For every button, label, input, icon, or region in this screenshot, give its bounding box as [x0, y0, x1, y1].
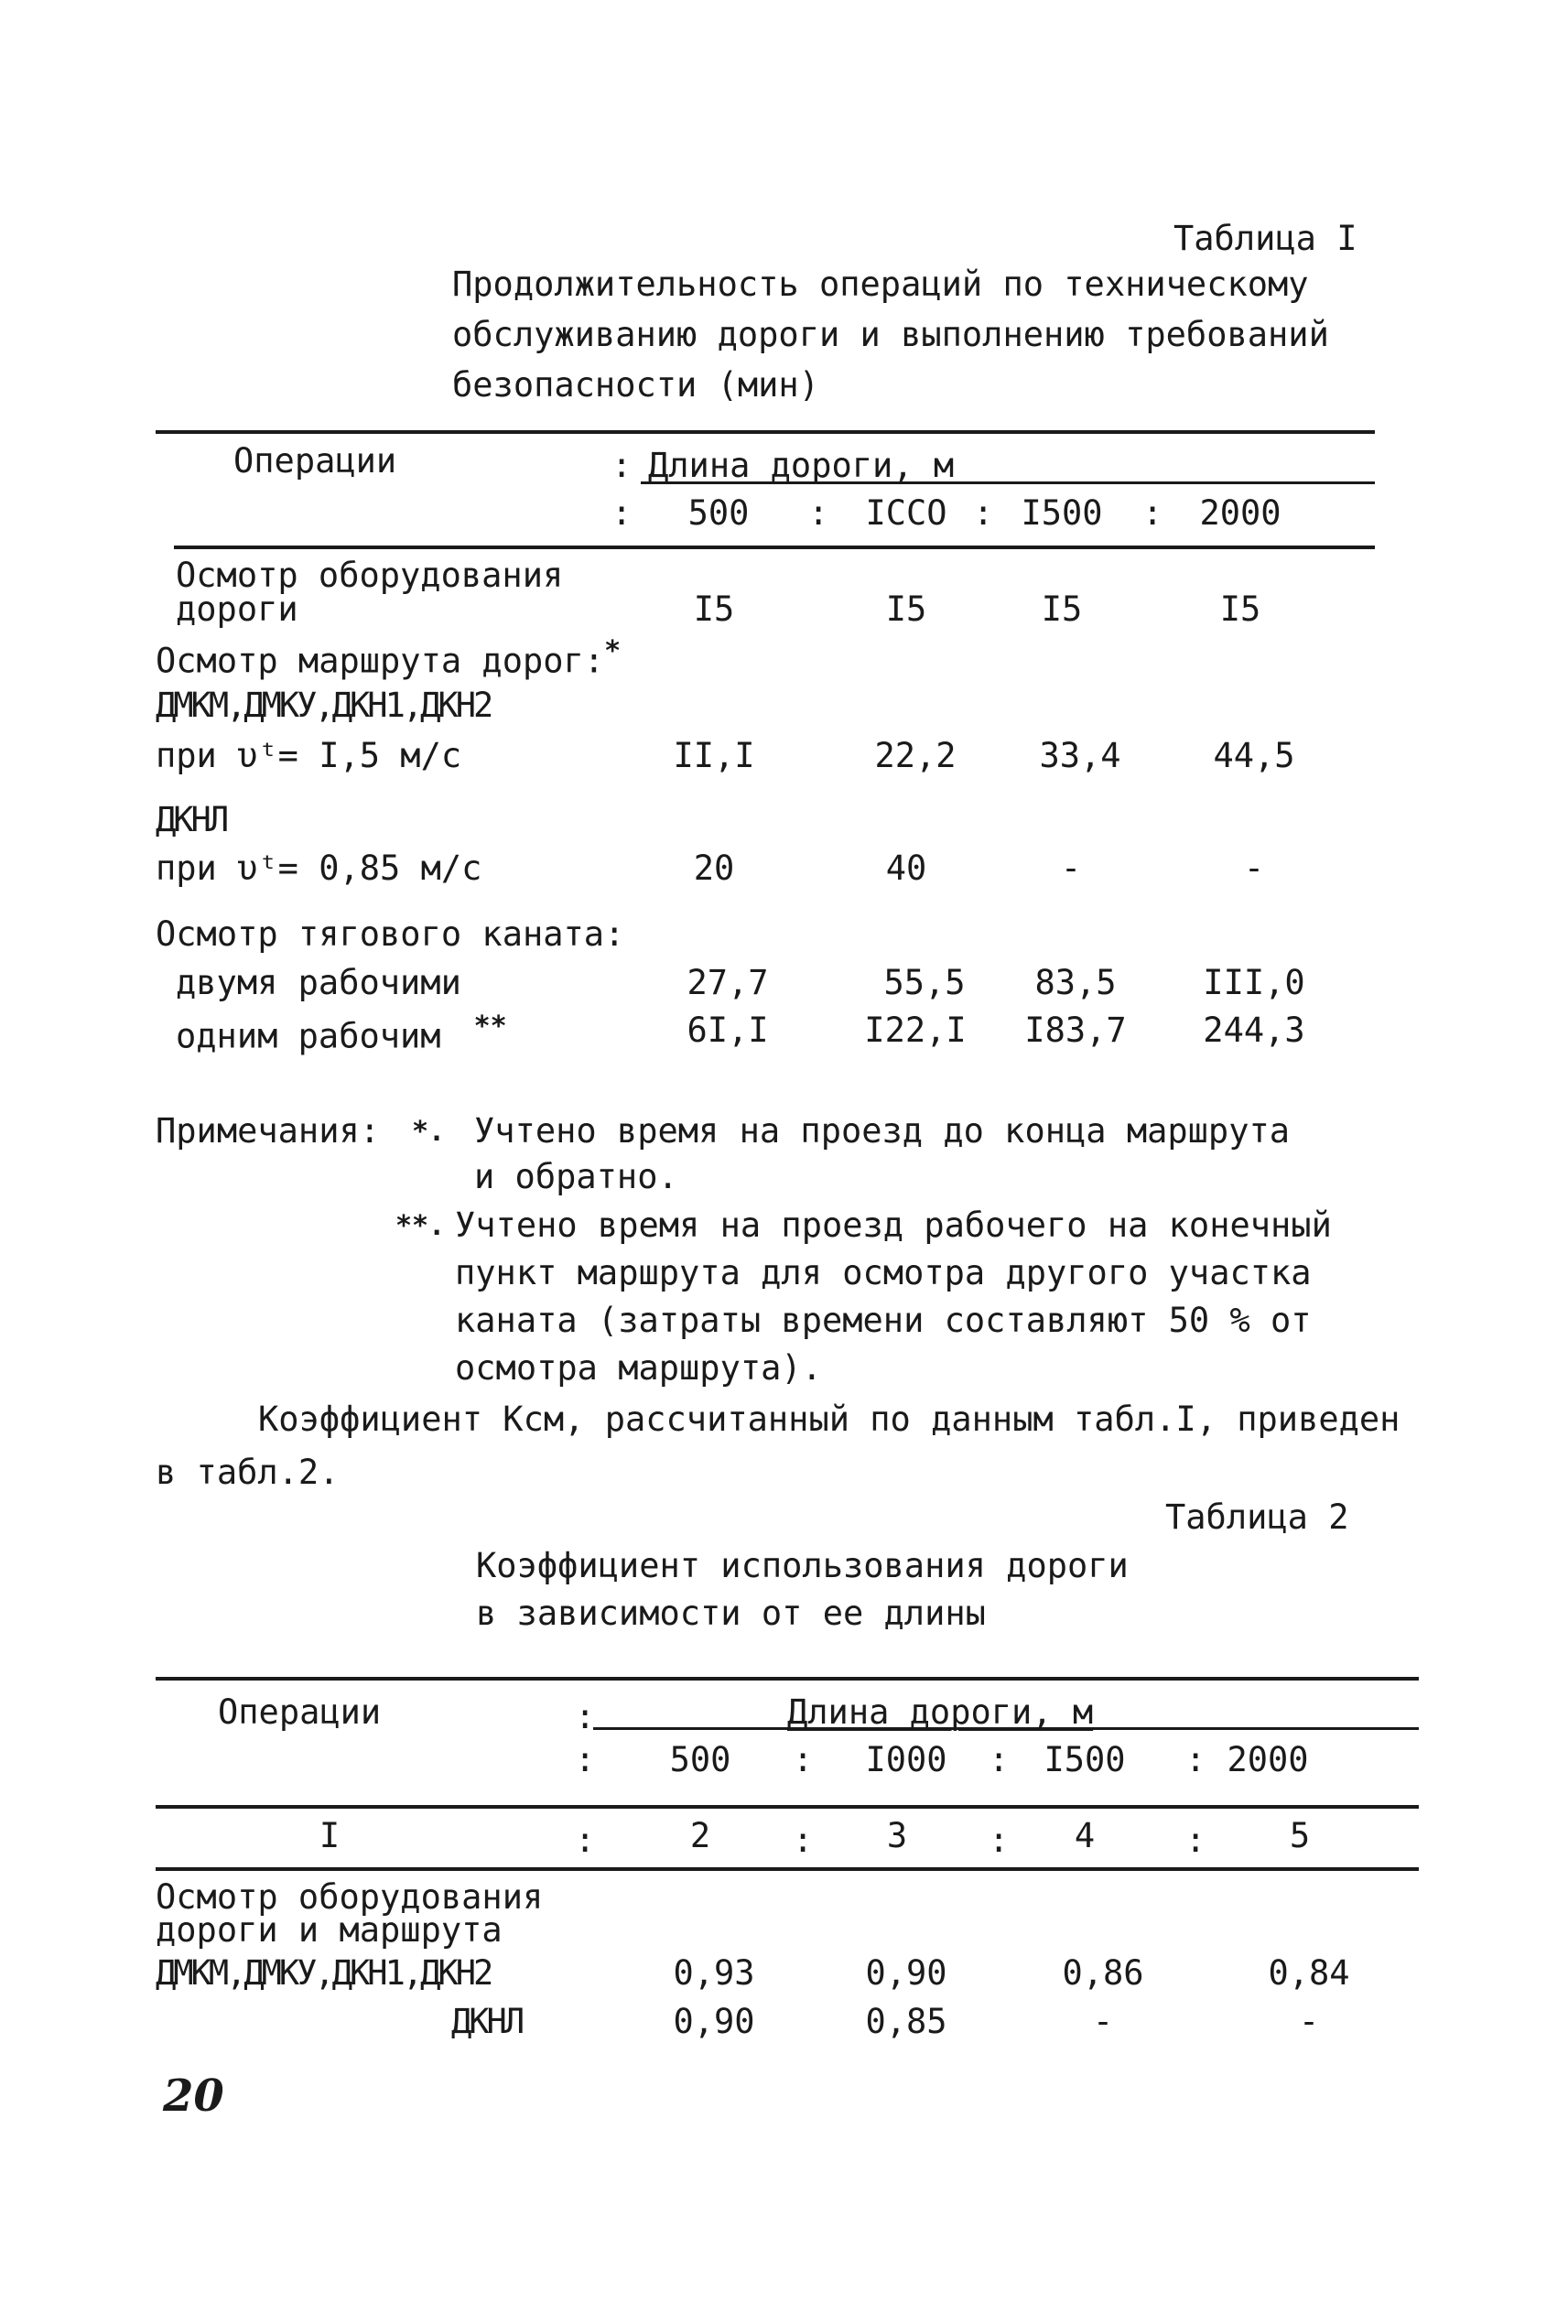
- table1-col-1500: I500: [1021, 493, 1103, 533]
- table1-header-sep: :: [611, 446, 633, 485]
- table2-colnum: 5: [1289, 1816, 1311, 1855]
- footnote-mark: *: [604, 635, 622, 667]
- table2-header-bottom-rule: [156, 1805, 1419, 1809]
- table2-header-group: Длина дороги, м: [787, 1692, 1094, 1732]
- table2-col-500: 500: [669, 1740, 731, 1779]
- table2-cell: -: [1092, 2002, 1114, 2041]
- table1-row-label: Осмотр тягового каната:: [156, 914, 625, 954]
- table2-col-1000: I000: [865, 1740, 947, 1779]
- table1-cell: 22,2: [874, 736, 957, 775]
- table2-colnum: 3: [886, 1816, 908, 1855]
- table1-cell: 44,5: [1213, 736, 1295, 775]
- table2-header-sep: :: [1185, 1740, 1206, 1779]
- note1-text: Учтено время на проезд до конца маршрута: [474, 1111, 1291, 1151]
- table1-header-group: Длина дороги, м: [648, 446, 955, 485]
- table2-cell: 0,90: [673, 2002, 755, 2041]
- table1-cell: III,0: [1203, 963, 1305, 1002]
- table1-caption-line1: Продолжительность операций по техническому: [452, 265, 1309, 304]
- table1-cell: I5: [1219, 589, 1261, 629]
- table1-cell: 6I,I: [687, 1011, 769, 1050]
- table1-header-sep: :: [973, 493, 994, 533]
- table1-cell: -: [1243, 849, 1265, 888]
- table2-row-label: Осмотр оборудования: [156, 1877, 544, 1917]
- table2-header-sep: :: [575, 1740, 596, 1779]
- table2-cell: 0,86: [1062, 1953, 1144, 1993]
- table2-colnum: 4: [1074, 1816, 1096, 1855]
- table2-top-rule: [156, 1677, 1419, 1681]
- table1-cell: 55,5: [883, 963, 966, 1002]
- table1-header-bottom-rule: [174, 546, 1375, 549]
- table2-header-operations: Операции: [218, 1692, 382, 1732]
- table2-colnum-sep: :: [989, 1821, 1010, 1860]
- table1-cell: 27,7: [687, 963, 769, 1002]
- table1-row-label: ДМКМ,ДМКУ,ДКН1,ДКН2: [156, 686, 492, 725]
- table1-cell: 83,5: [1034, 963, 1117, 1002]
- table1-caption-line3: безопасности (мин): [452, 365, 819, 405]
- table1-cell: 244,3: [1203, 1011, 1305, 1050]
- table2-label: Таблица 2: [1165, 1497, 1349, 1537]
- table1-cell: 40: [885, 849, 927, 888]
- table1-cell: II,I: [673, 736, 755, 775]
- table1-row-label: одним рабочим **: [176, 1011, 507, 1056]
- table2-colnum-sep: :: [1185, 1821, 1206, 1860]
- table2-row-label: дороги и маршрута: [156, 1910, 503, 1950]
- notes-title: Примечания:: [156, 1111, 381, 1151]
- table2-row-label: ДКНЛ: [451, 2002, 523, 2041]
- table1-row-label: при υᵗ= 0,85 м/с: [156, 849, 482, 888]
- table1-header-sep: :: [611, 493, 633, 533]
- table1-top-rule: [156, 430, 1375, 434]
- table1-label: Таблица I: [1173, 219, 1357, 258]
- note2-text: Учтено время на проезд рабочего на конечный: [455, 1205, 1332, 1245]
- note2-text: пункт маршрута для осмотра другого участка: [455, 1253, 1312, 1292]
- table1-row-label: дороги: [176, 589, 298, 629]
- table1-caption-line2: обслуживанию дороги и выполнению требований: [452, 315, 1329, 354]
- note2-mark: **.: [395, 1210, 446, 1242]
- table2-colnum-rule: [156, 1867, 1419, 1871]
- table1-row-label: ДКНЛ: [156, 800, 227, 839]
- table1-col-500: 500: [687, 493, 750, 533]
- table1-header-sep: :: [808, 493, 829, 533]
- table2-colnum-sep: :: [793, 1821, 814, 1860]
- body-paragraph: Коэффициент Ксм, рассчитанный по данным табл.I, приведен: [258, 1400, 1400, 1439]
- footnote-mark: **: [473, 1011, 507, 1043]
- note1-text: и обратно.: [474, 1157, 678, 1196]
- table1-cell: I5: [693, 589, 735, 629]
- table2-cell: 0,90: [865, 1953, 947, 1993]
- table2-cell: 0,93: [673, 1953, 755, 1993]
- table1-cell: 20: [693, 849, 735, 888]
- table1-header-operations: Операции: [233, 441, 397, 481]
- table1-cell: 33,4: [1039, 736, 1121, 775]
- table2-colnum-sep: :: [575, 1821, 596, 1860]
- table2-colnum: I: [319, 1816, 341, 1855]
- table1-cell: I83,7: [1024, 1011, 1127, 1050]
- table2-header-sep: :: [793, 1740, 814, 1779]
- table1-row-label: двумя рабочими: [176, 963, 461, 1002]
- table1-col-1000: ICCO: [865, 493, 947, 533]
- table1-row-label: при υᵗ= I,5 м/с: [156, 736, 462, 775]
- table2-caption-line2: в зависимости от ее длины: [476, 1594, 986, 1633]
- table1-cell: I5: [885, 589, 927, 629]
- table2-header-sep: :: [575, 1697, 596, 1736]
- table1-group-rule: [641, 481, 1375, 484]
- table2-group-rule: [593, 1727, 1419, 1730]
- table2-cell: 0,84: [1268, 1953, 1350, 1993]
- table1-col-2000: 2000: [1199, 493, 1281, 533]
- table2-caption-line1: Коэффициент использования дороги: [476, 1546, 1129, 1585]
- table1-row-label: Осмотр маршрута дорог:*: [156, 635, 622, 681]
- table1-cell: I22,I: [864, 1011, 967, 1050]
- table2-colnum: 2: [689, 1816, 711, 1855]
- note2-text: осмотра маршрута).: [455, 1348, 822, 1388]
- table1-row-label: Осмотр оборудования: [176, 556, 564, 595]
- page-number: 20: [163, 2070, 224, 2122]
- note2-text: каната (затраты времени составляют 50 % от: [455, 1301, 1312, 1340]
- table2-col-2000: 2000: [1227, 1740, 1309, 1779]
- table2-col-1500: I500: [1044, 1740, 1126, 1779]
- note1-mark: *.: [412, 1116, 446, 1148]
- table2-header-sep: :: [989, 1740, 1010, 1779]
- table2-cell: 0,85: [865, 2002, 947, 2041]
- table2-row-label: ДМКМ,ДМКУ,ДКН1,ДКН2: [156, 1953, 492, 1993]
- table1-cell: -: [1060, 849, 1082, 888]
- table2-cell: -: [1298, 2002, 1320, 2041]
- table1-cell: I5: [1041, 589, 1083, 629]
- body-paragraph: в табл.2.: [156, 1453, 340, 1492]
- table1-header-sep: :: [1142, 493, 1163, 533]
